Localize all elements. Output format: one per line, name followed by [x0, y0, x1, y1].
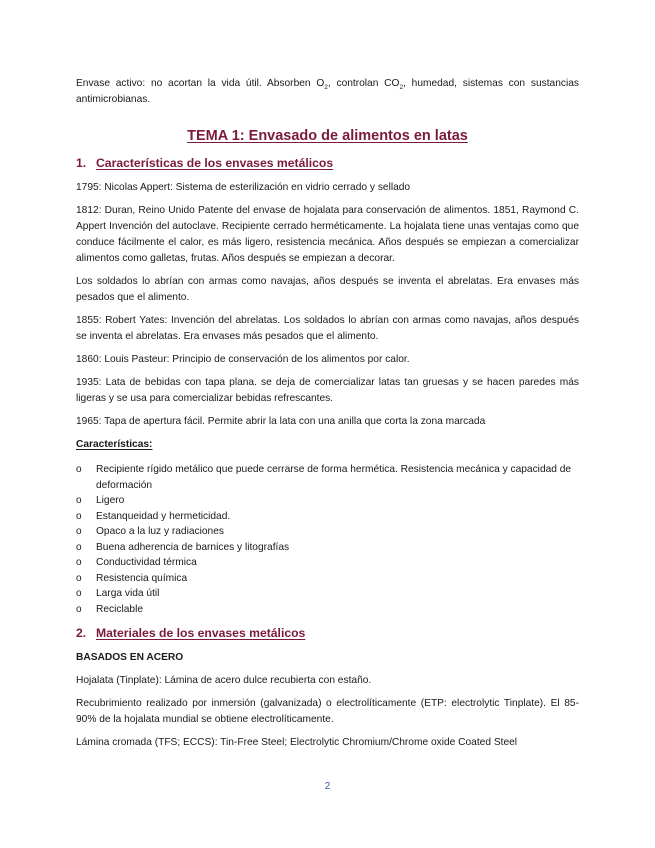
- list-item-text: Conductividad térmica: [96, 557, 197, 568]
- list-item-text: Ligero: [96, 495, 125, 506]
- section-number: 2.: [76, 626, 87, 640]
- list-item-text: Reciclable: [96, 603, 143, 615]
- intro-text-1: Envase activo: no acortan la vida útil. Absorben O: [76, 78, 325, 89]
- list-item-text: Opaco a la luz y radiaciones: [96, 526, 224, 537]
- bullet-icon: o: [76, 464, 82, 475]
- list-item: [76, 571, 579, 587]
- intro-paragraph: [76, 76, 579, 108]
- list-item-text: Larga vida útil: [96, 588, 160, 599]
- section-heading-1: [76, 155, 579, 171]
- intro-text-3: , humedad, sistemas con sustancias antimicrobianas.: [76, 78, 579, 105]
- list-item: [76, 493, 579, 509]
- paragraph: 1812: Duran, Reino Unido Patente del envase de hojalata para conservación de alimentos. 1851, Raymond C. Appert Invención del autoclave. Recipiente cerrado herméticamente. La hojalata tiene unas ventajas como que conduce fácilmente el calor, es más ligero, resistencia mecánica. Años después se empiezan a comercializar alimentos como galletas, frutas. Años después se empiezan a decorar.: [76, 205, 579, 264]
- list-item: [76, 555, 579, 571]
- subheading: BASADOS EN ACERO: [76, 652, 184, 663]
- paragraph: 1965: Tapa de apertura fácil. Permite abrir la lata con una anilla que corta la zona marcada: [76, 416, 486, 427]
- list-item: [76, 586, 579, 602]
- subscript-2b: 2: [399, 84, 404, 92]
- subscript-2: 2: [324, 84, 328, 92]
- list-item: [76, 462, 579, 493]
- section-title: Características de los envases metálicos: [96, 156, 334, 170]
- paragraph: 1935: Lata de bebidas con tapa plana. se deja de comercializar latas tan gruesas y se hacen paredes más ligeras y se usa para comercializar bebidas refrescantes.: [76, 377, 579, 404]
- bullet-icon: o: [76, 495, 82, 506]
- bullet-icon: o: [76, 541, 82, 553]
- list-item: [76, 602, 579, 618]
- chapter-title: TEMA 1: Envasado de alimentos en latas: [187, 128, 468, 144]
- section-title: Materiales de los envases metálicos: [96, 626, 306, 640]
- list-item: [76, 540, 579, 556]
- paragraph: Hojalata (Tinplate): Lámina de acero dulce recubierta con estaño.: [76, 675, 372, 686]
- characteristics-list: [76, 462, 579, 617]
- section-number: 1.: [76, 156, 87, 170]
- bullet-icon: o: [76, 557, 82, 568]
- paragraph: 1855: Robert Yates: Invención del abrelatas. Los soldados lo abrían con armas como navajas, años después se inventa el abrelatas. Era envases más pesados que el alimento.: [76, 315, 579, 342]
- bullet-icon: o: [76, 572, 82, 584]
- section-heading-2: [76, 625, 579, 641]
- intro-text-2: , controlan CO: [327, 78, 400, 89]
- paragraph: Recubrimiento realizado por inmersión (galvanizada) o electrolíticamente (ETP: electrolytic Tinplate). El 85-90% de la hojalata mundial se obtiene electrolíticamente.: [76, 698, 579, 725]
- list-item-text: Estanqueidad y hermeticidad.: [96, 510, 231, 522]
- list-item: [76, 509, 579, 525]
- bullet-icon: o: [76, 588, 82, 599]
- paragraph: Lámina cromada (TFS; ECCS): Tin-Free Steel; Electrolytic Chromium/Chrome oxide Coated Steel: [76, 737, 518, 748]
- bullet-icon: o: [76, 526, 82, 537]
- paragraph: 1795: Nicolas Appert: Sistema de esterilización en vidrio cerrado y sellado: [76, 182, 411, 193]
- bullet-icon: o: [76, 510, 82, 522]
- paragraph: Los soldados lo abrían con armas como navajas, años después se inventa el abrelatas. Era envases más pesados que el alimento.: [76, 276, 579, 303]
- page-number: 2: [324, 781, 331, 792]
- paragraph: 1860: Louis Pasteur: Principio de conservación de los alimentos por calor.: [76, 354, 410, 365]
- characteristics-heading: Características:: [76, 439, 153, 450]
- list-item-text: Buena adherencia de barnices y litografías: [96, 541, 290, 553]
- bullet-icon: o: [76, 603, 82, 615]
- list-item-text: Recipiente rígido metálico que puede cerrarse de forma hermética. Resistencia mecánica y capacidad de deformación: [96, 464, 572, 491]
- list-item-text: Resistencia química: [96, 572, 188, 584]
- list-item: [76, 524, 579, 540]
